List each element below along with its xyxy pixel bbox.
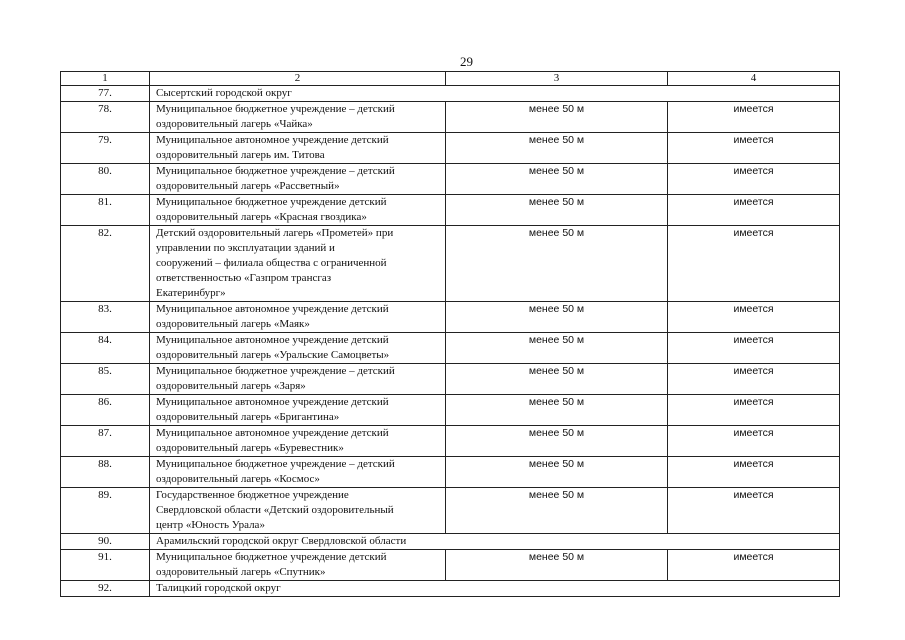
availability-value: имеется xyxy=(668,550,840,581)
institution-name-line: Екатеринбург» xyxy=(156,287,226,299)
table-row xyxy=(61,488,840,534)
institution-name-line: Муниципальное автономное учреждение детский xyxy=(156,396,389,408)
institution-name xyxy=(150,457,446,488)
row-number: 88. xyxy=(61,457,150,488)
row-number: 77. xyxy=(61,86,150,102)
section-title: Сысертский городской округ xyxy=(150,86,840,102)
table-row xyxy=(61,333,840,364)
distance-value: менее 50 м xyxy=(446,164,668,195)
distance-value: менее 50 м xyxy=(446,364,668,395)
table-row xyxy=(61,102,840,133)
institution-name-line: Муниципальное автономное учреждение детский xyxy=(156,334,389,346)
institution-name-line: оздоровительный лагерь «Рассветный» xyxy=(156,180,340,192)
institution-name xyxy=(150,302,446,333)
distance-value: менее 50 м xyxy=(446,302,668,333)
row-number: 80. xyxy=(61,164,150,195)
table-section-row xyxy=(61,534,840,550)
institution-name-line: Муниципальное бюджетное учреждение – детский xyxy=(156,165,395,177)
availability-value: имеется xyxy=(668,164,840,195)
distance-value: менее 50 м xyxy=(446,457,668,488)
institution-name xyxy=(150,364,446,395)
table-row xyxy=(61,426,840,457)
table-row xyxy=(61,133,840,164)
column-header-name: 2 xyxy=(150,72,446,86)
availability-value: имеется xyxy=(668,488,840,534)
row-number: 78. xyxy=(61,102,150,133)
distance-value: менее 50 м xyxy=(446,395,668,426)
page-number: 29 xyxy=(460,54,473,69)
row-number: 92. xyxy=(61,581,150,597)
institution-name-line: Детский оздоровительный лагерь «Прометей» при xyxy=(156,227,394,239)
row-number: 90. xyxy=(61,534,150,550)
row-number: 83. xyxy=(61,302,150,333)
column-header-availability: 4 xyxy=(668,72,840,86)
availability-value: имеется xyxy=(668,302,840,333)
institution-name-line: сооружений – филиала общества с ограниченной xyxy=(156,257,387,269)
distance-value: менее 50 м xyxy=(446,195,668,226)
availability-value: имеется xyxy=(668,333,840,364)
row-number: 87. xyxy=(61,426,150,457)
availability-value: имеется xyxy=(668,102,840,133)
distance-value: менее 50 м xyxy=(446,550,668,581)
distance-value: менее 50 м xyxy=(446,488,668,534)
institution-name-line: оздоровительный лагерь «Спутник» xyxy=(156,566,326,578)
table-row xyxy=(61,164,840,195)
distance-value: менее 50 м xyxy=(446,102,668,133)
institution-name xyxy=(150,102,446,133)
availability-value: имеется xyxy=(668,457,840,488)
table-row xyxy=(61,457,840,488)
table-row xyxy=(61,550,840,581)
row-number: 89. xyxy=(61,488,150,534)
institution-name-line: оздоровительный лагерь «Красная гвоздика» xyxy=(156,211,367,223)
institution-name xyxy=(150,195,446,226)
table-row xyxy=(61,226,840,302)
availability-value: имеется xyxy=(668,195,840,226)
table-section-row xyxy=(61,581,840,597)
institution-name-line: Муниципальное бюджетное учреждение детский xyxy=(156,196,387,208)
availability-value: имеется xyxy=(668,226,840,302)
institution-name xyxy=(150,395,446,426)
camps-table xyxy=(60,71,840,597)
institution-name-line: Муниципальное автономное учреждение детский xyxy=(156,303,389,315)
institution-name xyxy=(150,226,446,302)
institution-name-line: оздоровительный лагерь «Космос» xyxy=(156,473,320,485)
institution-name-line: управлении по эксплуатации зданий и xyxy=(156,242,335,254)
availability-value: имеется xyxy=(668,426,840,457)
table-body xyxy=(61,86,840,597)
institution-name-line: Муниципальное автономное учреждение детский xyxy=(156,427,389,439)
distance-value: менее 50 м xyxy=(446,333,668,364)
institution-name-line: Свердловской области «Детский оздоровительный xyxy=(156,504,394,516)
institution-name-line: оздоровительный лагерь «Бригантина» xyxy=(156,411,340,423)
institution-name-line: Государственное бюджетное учреждение xyxy=(156,489,349,501)
column-header-distance: 3 xyxy=(446,72,668,86)
institution-name-line: Муниципальное бюджетное учреждение детский xyxy=(156,551,387,563)
institution-name-line: оздоровительный лагерь «Маяк» xyxy=(156,318,310,330)
table-header-row xyxy=(61,72,840,86)
availability-value: имеется xyxy=(668,364,840,395)
institution-name-line: Муниципальное бюджетное учреждение – детский xyxy=(156,365,395,377)
institution-name-line: оздоровительный лагерь «Заря» xyxy=(156,380,306,392)
row-number: 81. xyxy=(61,195,150,226)
table-section-row xyxy=(61,86,840,102)
row-number: 79. xyxy=(61,133,150,164)
institution-name xyxy=(150,164,446,195)
section-title: Талицкий городской округ xyxy=(150,581,840,597)
institution-name-line: Муниципальное бюджетное учреждение – детский xyxy=(156,458,395,470)
institution-name-line: оздоровительный лагерь «Чайка» xyxy=(156,118,313,130)
institution-name xyxy=(150,426,446,457)
section-title: Арамильский городской округ Свердловской области xyxy=(150,534,840,550)
institution-name xyxy=(150,488,446,534)
institution-name-line: Муниципальное автономное учреждение детский xyxy=(156,134,389,146)
institution-name xyxy=(150,333,446,364)
table-row xyxy=(61,302,840,333)
availability-value: имеется xyxy=(668,133,840,164)
institution-name xyxy=(150,550,446,581)
row-number: 85. xyxy=(61,364,150,395)
table-row xyxy=(61,364,840,395)
row-number: 84. xyxy=(61,333,150,364)
institution-name-line: оздоровительный лагерь им. Титова xyxy=(156,149,325,161)
institution-name-line: Муниципальное бюджетное учреждение – детский xyxy=(156,103,395,115)
distance-value: менее 50 м xyxy=(446,426,668,457)
distance-value: менее 50 м xyxy=(446,133,668,164)
table-row xyxy=(61,195,840,226)
availability-value: имеется xyxy=(668,395,840,426)
institution-name-line: центр «Юность Урала» xyxy=(156,519,265,531)
institution-name-line: оздоровительный лагерь «Буревестник» xyxy=(156,442,344,454)
institution-name-line: ответственностью «Газпром трансгаз xyxy=(156,272,332,284)
distance-value: менее 50 м xyxy=(446,226,668,302)
column-header-number: 1 xyxy=(61,72,150,86)
row-number: 82. xyxy=(61,226,150,302)
institution-name-line: оздоровительный лагерь «Уральские Самоцветы» xyxy=(156,349,390,361)
row-number: 86. xyxy=(61,395,150,426)
table-row xyxy=(61,395,840,426)
institution-name xyxy=(150,133,446,164)
row-number: 91. xyxy=(61,550,150,581)
